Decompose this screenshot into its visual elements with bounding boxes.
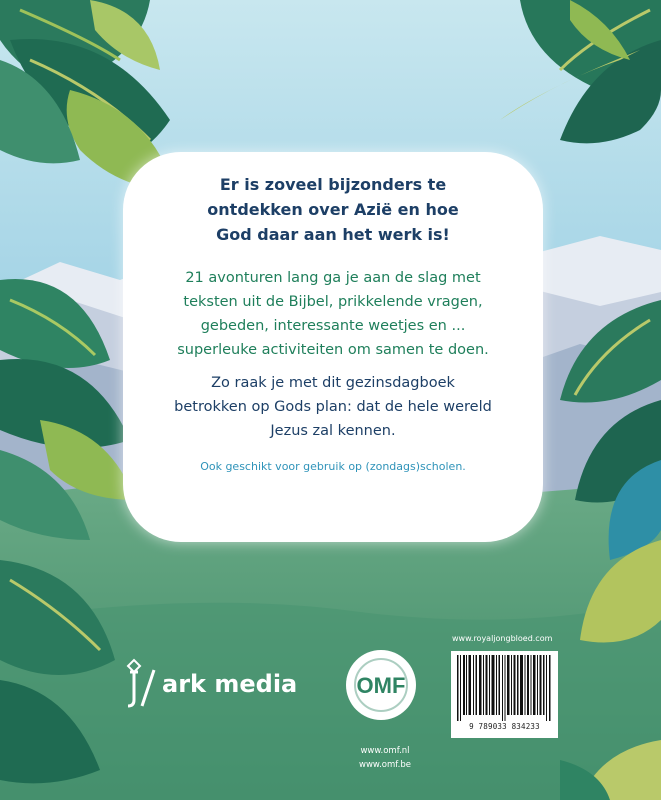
lead-line: Er is zoveel bijzonders te — [219, 175, 447, 194]
lead-text — [123, 172, 543, 247]
adventures-line: 21 avonturen lang ga je aan de slag met — [185, 270, 481, 286]
plan-line: Jezus zal kennen. — [270, 423, 396, 439]
adventures-line: superleuke activiteiten om samen te doen. — [177, 342, 489, 358]
adventures-line: teksten uit de Bijbel, prikkelende vragen, — [183, 294, 483, 310]
plan-line: Zo raak je met dit gezinsdagboek — [211, 375, 455, 391]
lead-line: God daar aan het werk is! — [216, 225, 450, 244]
ark-media-logo — [124, 656, 297, 712]
schools-note: Ook geschikt voor gebruik op (zondags)scholen. — [200, 460, 466, 473]
barcode — [451, 651, 558, 738]
omf-urls — [345, 744, 425, 772]
adventures-text — [123, 266, 543, 362]
plan-text — [123, 371, 543, 443]
omf-logo-icon — [343, 647, 419, 723]
omf-url-be[interactable]: www.omf.be — [359, 760, 411, 770]
publisher-url[interactable]: www.royaljongbloed.com — [452, 634, 553, 643]
ark-media-name: ark media — [162, 670, 298, 698]
isbn-number: 9 789033 834233 — [469, 722, 540, 731]
ark-media-logo-icon — [124, 656, 158, 712]
lead-line: ontdekken over Azië en hoe — [207, 200, 459, 219]
card-text — [123, 172, 543, 475]
omf-logo-text: OMF — [356, 673, 406, 698]
plan-line: betrokken op Gods plan: dat de hele wereld — [174, 399, 492, 415]
omf-url-nl[interactable]: www.omf.nl — [360, 746, 410, 756]
adventures-line: gebeden, interessante weetjes en ... — [200, 318, 466, 334]
barcode-icon — [455, 655, 554, 721]
